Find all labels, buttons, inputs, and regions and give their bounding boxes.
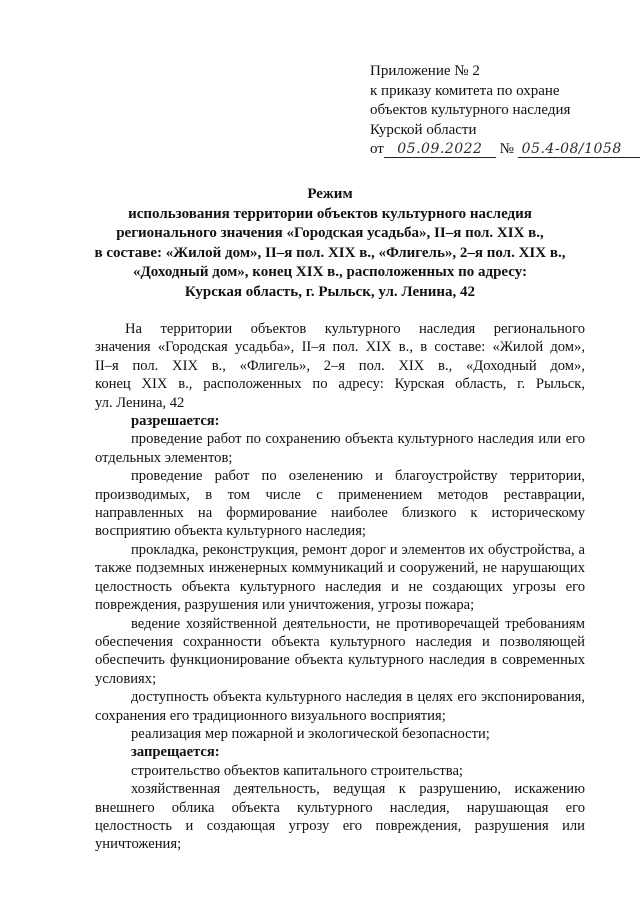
order-date-number-row — [370, 140, 622, 160]
document-title — [60, 185, 600, 302]
title-line-1: Режим — [307, 186, 353, 202]
intro-line-2: значения «Городская усадьба», II–я пол. XIX в., в составе: «Жилой дом», — [95, 339, 585, 356]
handwritten-date: 05.09.2022 — [397, 141, 483, 157]
ot-prefix: от — [370, 141, 384, 157]
appendix-line-3: объектов культурного наследия — [370, 102, 571, 118]
allowed-item-2: проведение работ по озеленению и благоустройству территории, производимых, в том числе с применением методов реставрации, направленных на формирование наиболее близкого к историческому восприятию объекта культурного наследия; — [95, 468, 585, 540]
forbidden-header: запрещается: — [131, 744, 220, 761]
allowed-item-6: реализация мер пожарной и экологической безопасности; — [131, 725, 490, 742]
handwritten-number: 05.4-08/1058 — [521, 141, 622, 157]
intro-line-1: На территории объектов культурного наследия регионального — [125, 321, 585, 337]
title-line-5: «Доходный дом», конец XIX в., расположенных по адресу: — [132, 264, 528, 280]
allowed-item-3: прокладка, реконструкция, ремонт дорог и элементов их обустройства, а также подземных инженерных коммуникаций и сооружений, не нарушающих целостность объекта культурного наследия и не создающих угрозы его повреждения, разрушения или уничтожения, угрозы пожара; — [95, 541, 585, 614]
title-line-2: использования территории объектов культурного наследия — [128, 205, 532, 222]
allowed-item-1: проведение работ по сохранению объекта культурного наследия или его отдельных элементов; — [95, 431, 585, 466]
title-line-4: в составе: «Жилой дом», II–я пол. XIX в., «Флигель», 2–я пол. XIX в., — [94, 244, 566, 261]
appendix-line-1: Приложение № 2 — [370, 63, 480, 79]
intro-line-4: конец XIX в., расположенных по адресу: Курская область, г. Рыльск, — [95, 376, 585, 393]
allowed-header: разрешается: — [131, 413, 220, 430]
forbidden-item-1: строительство объектов капитального строительства; — [131, 762, 463, 779]
intro-paragraph — [95, 320, 585, 412]
title-line-6: Курская область, г. Рыльск, ул. Ленина, 42 — [184, 283, 476, 300]
allowed-item-5: доступность объекта культурного наследия в целях его экспонирования, сохранения его традиционного визуального восприятия; — [95, 689, 585, 724]
document-body — [95, 320, 585, 854]
intro-line-3: II–я пол. XIX в., «Флигель», 2–я пол. XIX в., «Доходный дом», — [95, 357, 585, 374]
intro-line-5: ул. Ленина, 42 — [95, 394, 185, 411]
number-sign: № — [499, 141, 514, 157]
title-line-3: регионального значения «Городская усадьба», II–я пол. XIX в., — [116, 225, 544, 241]
appendix-header — [370, 62, 622, 160]
allowed-item-4: ведение хозяйственной деятельности, не противоречащей требованиям обеспечения сохранности объекта культурного наследия и позволяющей обеспечить функционирование объекта культурного наследия в современных условиях; — [95, 615, 585, 687]
forbidden-item-2: хозяйственная деятельность, ведущая к разрушению, искажению внешнего облика объекта культурного наследия, нарушающая его целостность и создающая угрозу его повреждения, разрушения или уничтожения; — [95, 781, 585, 853]
appendix-line-4: Курской области — [370, 121, 477, 138]
appendix-line-2: к приказу комитета по охране — [370, 82, 560, 99]
